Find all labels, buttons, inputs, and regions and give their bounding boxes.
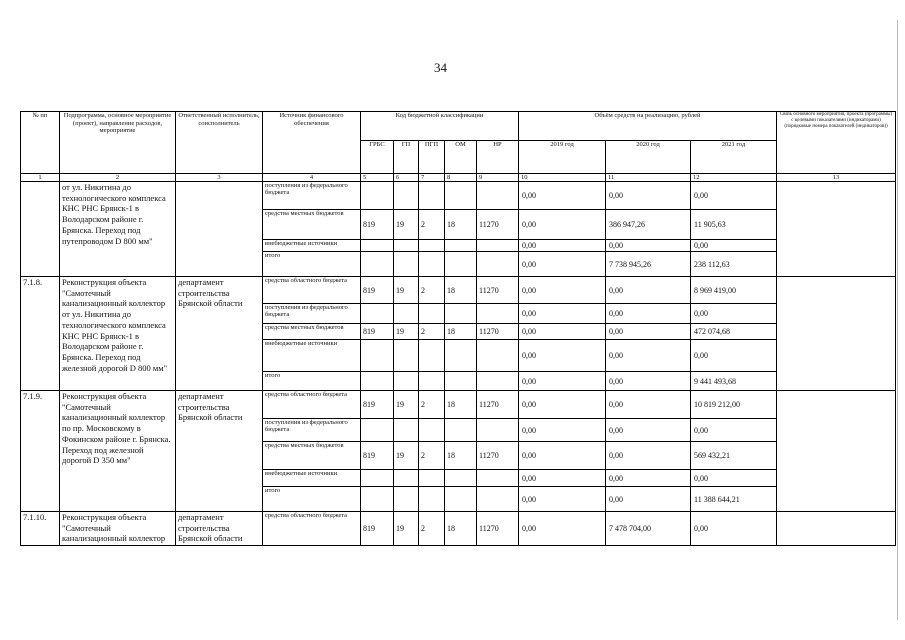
amount-y2020: 0,00 [606, 304, 691, 324]
amount-y2019: 0,00 [519, 210, 606, 240]
funding-source: итого [263, 252, 361, 277]
amount-y2021: 0,00 [691, 182, 777, 210]
code-grbs [361, 487, 394, 512]
code-grbs: 819 [361, 210, 394, 240]
header-np: НР [477, 141, 519, 174]
code-grbs [361, 340, 394, 372]
item-responsible [176, 182, 263, 277]
funding-source: средства местных бюджетов [263, 442, 361, 470]
funding-source: поступления из федерального бюджета [263, 419, 361, 442]
code-om [445, 470, 477, 487]
funding-source: средства местных бюджетов [263, 324, 361, 340]
column-number: 4 [263, 174, 361, 182]
amount-y2020: 0,00 [606, 182, 691, 210]
column-number: 5 [361, 174, 394, 182]
header-num: № пп [21, 112, 60, 174]
amount-y2021: 0,00 [691, 419, 777, 442]
header-budget-code: Код бюджетной классификации [361, 112, 519, 141]
code-om: 18 [445, 442, 477, 470]
code-np [477, 372, 519, 391]
column-number: 2 [60, 174, 176, 182]
funding-source: внебюджетные источники [263, 340, 361, 372]
amount-y2019: 0,00 [519, 340, 606, 372]
code-om: 18 [445, 512, 477, 546]
amount-y2020: 0,00 [606, 340, 691, 372]
funding-source: средства областного бюджета [263, 512, 361, 546]
code-np: 11270 [477, 324, 519, 340]
code-om [445, 252, 477, 277]
code-grbs: 819 [361, 277, 394, 304]
code-om [445, 182, 477, 210]
code-grbs [361, 182, 394, 210]
amount-y2021: 0,00 [691, 340, 777, 372]
code-gp [394, 340, 419, 372]
code-gp [394, 240, 419, 252]
code-pgp: 2 [419, 512, 445, 546]
code-om: 18 [445, 391, 477, 419]
code-om [445, 340, 477, 372]
funding-source: внебюджетные источники [263, 470, 361, 487]
code-pgp: 2 [419, 210, 445, 240]
amount-y2019: 0,00 [519, 252, 606, 277]
amount-y2021: 472 074,68 [691, 324, 777, 340]
code-om [445, 372, 477, 391]
amount-y2019: 0,00 [519, 512, 606, 546]
amount-y2021: 11 388 644,21 [691, 487, 777, 512]
amount-y2020: 7 478 704,00 [606, 512, 691, 546]
code-om [445, 240, 477, 252]
funding-source: средства областного бюджета [263, 277, 361, 304]
item-description: от ул. Никитина до технологического комплекса КНС РНС Брянск-1 в Володарском районе г. Брянска. Переход под путепроводом D 800 мм" [60, 182, 176, 277]
code-pgp [419, 182, 445, 210]
indicator-link [777, 391, 896, 512]
code-om [445, 304, 477, 324]
amount-y2020: 0,00 [606, 419, 691, 442]
column-number-row [21, 174, 896, 182]
amount-y2021: 238 112,63 [691, 252, 777, 277]
item-description: Реконструкция объекта "Самотечный канализационный коллектор от ул. Никитина до технологического комплекса КНС РНС Брянск-1 в Володарском районе г. Брянска. Переход под железной дорогой D 800 мм" [60, 277, 176, 391]
funding-source: внебюджетные источники [263, 240, 361, 252]
amount-y2020: 0,00 [606, 487, 691, 512]
code-np [477, 182, 519, 210]
amount-y2020: 0,00 [606, 470, 691, 487]
amount-y2021: 0,00 [691, 512, 777, 546]
code-pgp [419, 240, 445, 252]
funding-source: средства местных бюджетов [263, 210, 361, 240]
code-gp: 19 [394, 324, 419, 340]
funding-source: средства областного бюджета [263, 391, 361, 419]
column-number: 7 [419, 174, 445, 182]
item-responsible: департамент строительства Брянской области [176, 277, 263, 391]
header-link: Связь основного мероприятия, проекта (программы) с целевыми показателями (индикаторами) (порядковые номера показателей (индикаторов)) [777, 112, 896, 174]
header-volume: Объём средств на реализацию, рублей [519, 112, 777, 141]
budget-table [20, 111, 896, 546]
amount-y2021: 9 441 493,68 [691, 372, 777, 391]
header-grbs: ГРБС [361, 141, 394, 174]
indicator-link [777, 182, 896, 277]
page-number: 34 [434, 60, 447, 75]
amount-y2019: 0,00 [519, 182, 606, 210]
table-row [21, 391, 896, 419]
code-np: 11270 [477, 277, 519, 304]
code-pgp: 2 [419, 277, 445, 304]
code-pgp [419, 252, 445, 277]
code-gp: 19 [394, 512, 419, 546]
code-np [477, 419, 519, 442]
item-number [21, 182, 60, 277]
code-grbs [361, 240, 394, 252]
amount-y2020: 0,00 [606, 240, 691, 252]
column-number: 12 [691, 174, 777, 182]
funding-source: поступления из федерального бюджета [263, 304, 361, 324]
amount-y2019: 0,00 [519, 240, 606, 252]
header-subprogram: Подпрограмма, основное мероприятие (проект), направление расходов, мероприятие [60, 112, 176, 174]
code-grbs: 819 [361, 442, 394, 470]
code-pgp: 2 [419, 391, 445, 419]
column-number: 11 [606, 174, 691, 182]
amount-y2019: 0,00 [519, 442, 606, 470]
code-grbs: 819 [361, 512, 394, 546]
amount-y2020: 0,00 [606, 391, 691, 419]
amount-y2020: 0,00 [606, 277, 691, 304]
code-np [477, 340, 519, 372]
code-grbs: 819 [361, 324, 394, 340]
code-gp: 19 [394, 210, 419, 240]
header-gp: ГП [394, 141, 419, 174]
code-gp: 19 [394, 442, 419, 470]
header-om: ОМ [445, 141, 477, 174]
amount-y2021: 569 432,21 [691, 442, 777, 470]
code-np [477, 252, 519, 277]
column-number: 6 [394, 174, 419, 182]
amount-y2021: 0,00 [691, 470, 777, 487]
code-np: 11270 [477, 442, 519, 470]
code-np [477, 304, 519, 324]
indicator-link [777, 512, 896, 546]
code-pgp [419, 487, 445, 512]
item-number: 7.1.9. [21, 391, 60, 512]
code-om [445, 487, 477, 512]
code-np [477, 470, 519, 487]
header-y2021: 2021 год [691, 141, 777, 174]
code-gp [394, 470, 419, 487]
item-description: Реконструкция объекта "Самотечный канализационный коллектор по пр. Московскому в Фокинском районе г. Брянска. Переход под железной дорогой D 350 мм" [60, 391, 176, 512]
code-np [477, 487, 519, 512]
column-number: 1 [21, 174, 60, 182]
amount-y2019: 0,00 [519, 419, 606, 442]
page-edge-line [897, 20, 898, 620]
code-pgp [419, 304, 445, 324]
amount-y2021: 0,00 [691, 304, 777, 324]
code-gp [394, 372, 419, 391]
funding-source: поступления из федерального бюджета [263, 182, 361, 210]
code-gp: 19 [394, 391, 419, 419]
code-gp [394, 252, 419, 277]
item-number: 7.1.8. [21, 277, 60, 391]
amount-y2021: 8 969 419,00 [691, 277, 777, 304]
header-pgp: ПГП [419, 141, 445, 174]
code-np: 11270 [477, 391, 519, 419]
code-pgp [419, 419, 445, 442]
code-pgp: 2 [419, 324, 445, 340]
code-gp [394, 182, 419, 210]
code-np [477, 240, 519, 252]
funding-source: итого [263, 372, 361, 391]
code-pgp [419, 340, 445, 372]
amount-y2021: 11 905,63 [691, 210, 777, 240]
amount-y2019: 0,00 [519, 372, 606, 391]
header-sources: Источник финансового обеспечения [263, 112, 361, 174]
code-om: 18 [445, 324, 477, 340]
code-gp: 19 [394, 277, 419, 304]
code-grbs [361, 252, 394, 277]
code-pgp [419, 372, 445, 391]
amount-y2020: 0,00 [606, 324, 691, 340]
table-row [21, 512, 896, 546]
amount-y2021: 10 819 212,00 [691, 391, 777, 419]
code-gp [394, 304, 419, 324]
header-y2020: 2020 год [606, 141, 691, 174]
header-y2019: 2019 год [519, 141, 606, 174]
code-grbs [361, 304, 394, 324]
column-number: 8 [445, 174, 477, 182]
table-row [21, 277, 896, 304]
amount-y2020: 386 947,26 [606, 210, 691, 240]
code-gp [394, 419, 419, 442]
amount-y2019: 0,00 [519, 470, 606, 487]
amount-y2019: 0,00 [519, 391, 606, 419]
table-row [21, 182, 896, 210]
amount-y2019: 0,00 [519, 277, 606, 304]
column-number: 13 [777, 174, 896, 182]
amount-y2020: 7 738 945,26 [606, 252, 691, 277]
code-np: 11270 [477, 210, 519, 240]
amount-y2019: 0,00 [519, 304, 606, 324]
code-grbs [361, 372, 394, 391]
indicator-link [777, 277, 896, 391]
code-om [445, 419, 477, 442]
item-responsible: департамент строительства Брянской области [176, 391, 263, 512]
code-grbs: 819 [361, 391, 394, 419]
item-number: 7.1.10. [21, 512, 60, 546]
amount-y2020: 0,00 [606, 442, 691, 470]
code-gp [394, 487, 419, 512]
code-pgp [419, 470, 445, 487]
column-number: 3 [176, 174, 263, 182]
amount-y2019: 0,00 [519, 324, 606, 340]
column-number: 10 [519, 174, 606, 182]
code-grbs [361, 419, 394, 442]
item-responsible: департамент строительства Брянской области [176, 512, 263, 546]
code-grbs [361, 470, 394, 487]
code-om: 18 [445, 277, 477, 304]
amount-y2020: 0,00 [606, 372, 691, 391]
code-pgp: 2 [419, 442, 445, 470]
code-np: 11270 [477, 512, 519, 546]
column-number: 9 [477, 174, 519, 182]
funding-source: итого [263, 487, 361, 512]
header-responsible: Ответственный исполнитель, соисполнитель [176, 112, 263, 174]
amount-y2019: 0,00 [519, 487, 606, 512]
amount-y2021: 0,00 [691, 240, 777, 252]
item-description: Реконструкция объекта "Самотечный канализационный коллектор [60, 512, 176, 546]
code-om: 18 [445, 210, 477, 240]
